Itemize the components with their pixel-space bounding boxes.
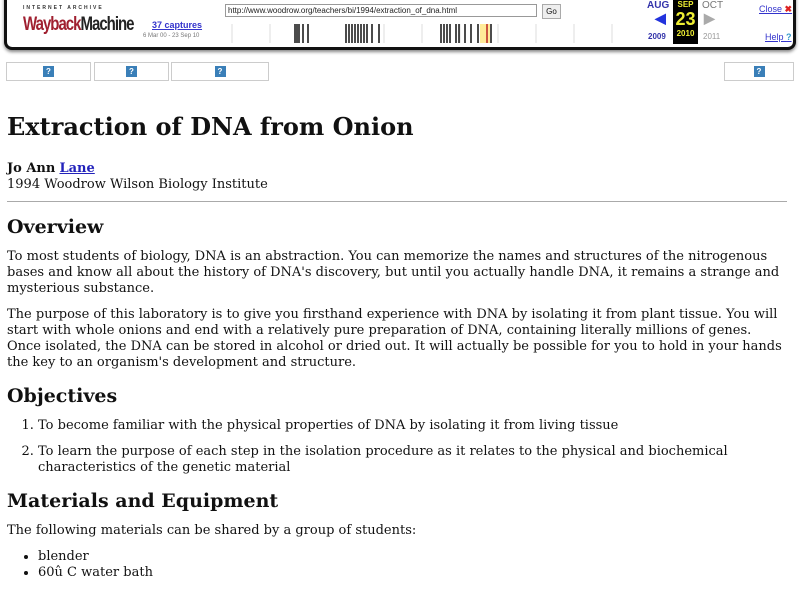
objectives-heading: Objectives — [7, 385, 118, 407]
list-item: 2. To learn the purpose of each step in the isolation procedure as it relates to the physical and biochemical characteristics of the genetic material — [38, 444, 787, 476]
capture-sparkline[interactable] — [215, 24, 640, 43]
materials-heading: Materials and Equipment — [7, 490, 279, 512]
nav-button-4[interactable] — [724, 62, 794, 81]
broken-image-icon: ? — [754, 66, 765, 77]
next-year: 2011 — [703, 32, 721, 41]
overview-heading: Overview — [7, 216, 104, 238]
wayback-logo-caption: INTERNET ARCHIVE — [23, 5, 104, 11]
materials-paragraph: The following materials can be shared by a group of students: — [7, 523, 417, 538]
divider — [7, 201, 787, 202]
captures-range: 6 Mar 00 - 23 Sep 10 — [143, 33, 200, 39]
list-item: • blender — [38, 549, 787, 565]
help-icon[interactable]: ? — [786, 32, 792, 42]
list-item: • 60û C water bath — [38, 565, 787, 581]
overview-paragraph-2: The purpose of this laboratory is to give you firsthand experience with DNA by isolating it from plant tissue. You will start with whole onions and end with a relatively pure preparation of DNA, containing literally millions of genes. Once isolated, the DNA can be stored in alcohol or dried out. It will actually be possible for you to hold in your hands the key to an organism's development and structure. — [7, 307, 782, 370]
current-year: 2010 — [676, 29, 695, 38]
wayback-logo[interactable]: WaybackMachine — [23, 13, 134, 36]
page-title: Extraction of DNA from Onion — [7, 112, 414, 141]
broken-image-icon: ? — [215, 66, 226, 77]
help-link[interactable]: Help ? — [765, 32, 792, 42]
current-date — [673, 0, 698, 44]
nav-button-3[interactable] — [171, 62, 269, 81]
next-month: OCT — [702, 0, 724, 11]
overview-paragraph-1: To most students of biology, DNA is an abstraction. You can memorize the names and structures of the nitrogenous bases and know all about the history of DNA's discovery, but until you actually handle DNA, it remains a strange and mysterious substance. — [7, 249, 780, 296]
broken-image-icon: ? — [43, 66, 54, 77]
nav-button-1[interactable] — [6, 62, 91, 81]
next-arrow-icon: ▶ — [704, 10, 715, 26]
captures-link[interactable]: 37 captures — [152, 20, 203, 30]
url-input[interactable] — [225, 4, 537, 17]
materials-list — [7, 549, 787, 581]
objectives-list — [7, 418, 787, 476]
prev-month[interactable]: AUG — [647, 0, 670, 11]
broken-image-icon: ? — [126, 66, 137, 77]
author: Jo Ann Lane — [7, 161, 95, 176]
nav-button-2[interactable] — [94, 62, 169, 81]
prev-year[interactable]: 2009 — [648, 32, 666, 41]
institute: 1994 Woodrow Wilson Biology Institute — [7, 177, 268, 192]
list-item: 1. To become familiar with the physical properties of DNA by isolating it from living tissue — [38, 418, 787, 434]
go-button[interactable]: Go — [542, 4, 561, 19]
close-link[interactable]: Close ✖ — [759, 4, 793, 14]
current-month: SEP — [677, 0, 694, 9]
prev-arrow-icon[interactable]: ◀ — [655, 10, 666, 26]
page-content — [7, 112, 787, 581]
wayback-toolbar — [4, 0, 796, 50]
close-icon[interactable]: ✖ — [784, 4, 793, 14]
author-link[interactable]: Lane — [59, 161, 95, 176]
current-day: 23 — [675, 9, 696, 29]
